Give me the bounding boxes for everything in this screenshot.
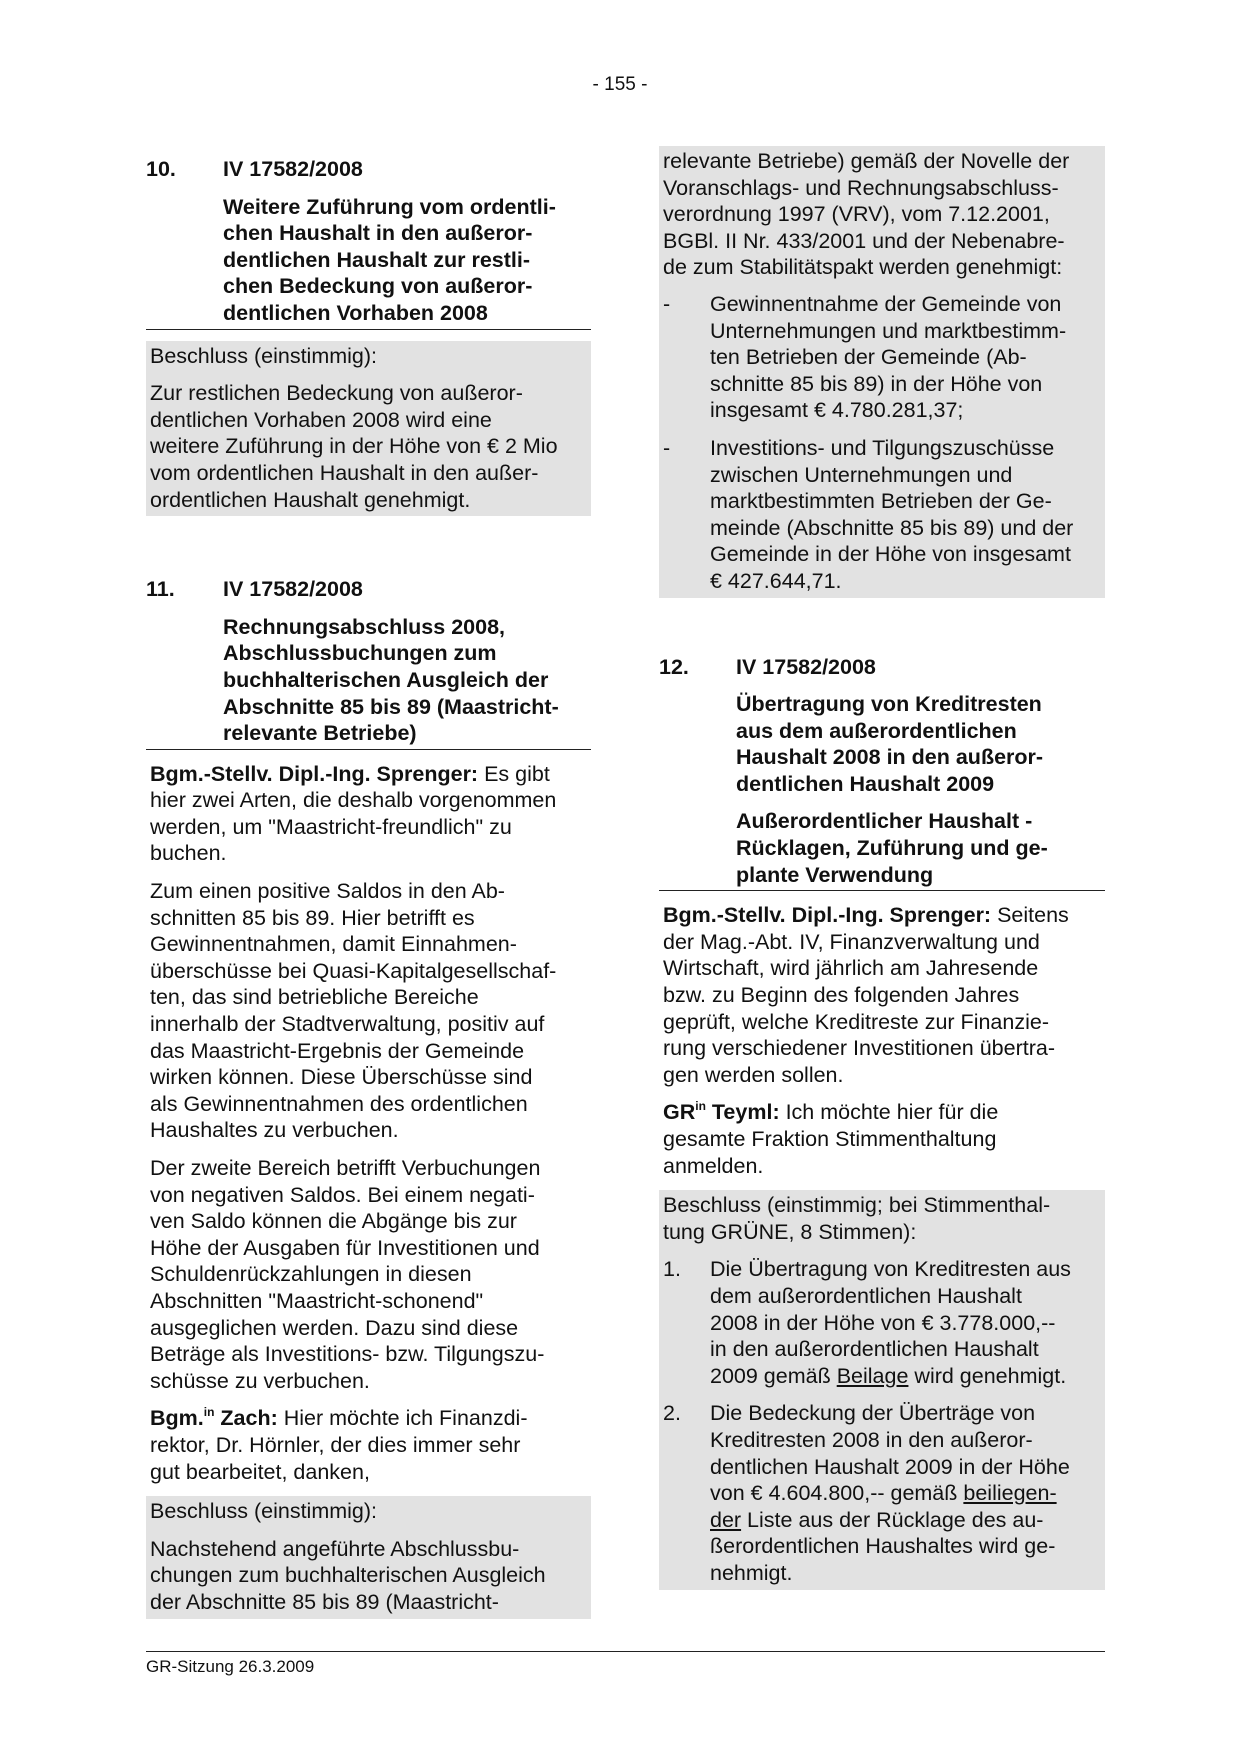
bullet-body — [710, 291, 1101, 424]
statement-first-line — [150, 761, 587, 788]
item-11-resolution-line: BGBl. II Nr. 433/2001 und der Nebenabre- — [663, 228, 1065, 253]
bullet-line: meinde (Abschnitte 85 bis 89) und der — [710, 515, 1074, 540]
point-text: Liste aus der Rücklage des au- — [741, 1507, 1044, 1532]
paragraph-positive-saldos — [146, 878, 591, 1144]
statement-text: Hier möchte ich Finanzdi- — [277, 1406, 528, 1431]
speaker-name: Bgm.-Stellv. Dipl.-Ing. Sprenger: — [150, 761, 479, 786]
paragraph-line: Beträge als Investitions- bzw. Tilgungszu- — [150, 1342, 545, 1367]
paragraph-line: von negativen Saldos. Bei einem negati- — [150, 1182, 535, 1207]
point-text: 2009 gemäß — [710, 1363, 837, 1388]
item-10-resolution — [146, 341, 591, 517]
statement-text: Seitens — [991, 903, 1069, 928]
item-12-title-line: dentlichen Haushalt 2009 — [736, 771, 995, 796]
paragraph-line: Gewinnentnahmen, damit Einnahmen- — [150, 932, 517, 957]
speaker-title: GR — [663, 1100, 696, 1125]
speaker-statement-teyml — [659, 1099, 1105, 1179]
statement-line: hier zwei Arten, die deshalb vorgenommen — [150, 788, 557, 813]
speaker-title-suffix: in — [695, 1099, 706, 1114]
paragraph-line: innerhalb der Stadtverwaltung, positiv auf — [150, 1012, 545, 1037]
item-12-title-line: Haushalt 2008 in den außeror- — [736, 745, 1044, 770]
item-12-heading — [659, 654, 1105, 681]
bullet-line: € 427.644,71. — [710, 568, 842, 593]
paragraph-line: schüsse zu verbuchen. — [150, 1368, 370, 1393]
paragraph-line: ten, das sind betriebliche Bereiche — [150, 985, 479, 1010]
bullet-line: Gemeinde in der Höhe von insgesamt — [710, 542, 1071, 567]
paragraph-line: Schuldenrückzahlungen in diesen — [150, 1262, 472, 1287]
item-11-resolution-line: verordnung 1997 (VRV), vom 7.12.2001, — [663, 202, 1050, 227]
item-12-title-line: aus dem außerordentlichen — [736, 718, 1017, 743]
item-11-title-line: Abschnitte 85 bis 89 (Maastricht- — [223, 694, 559, 719]
speaker-statement-sprenger-12 — [659, 902, 1105, 1088]
paragraph-line: ven Saldo können die Abgänge bis zur — [150, 1209, 517, 1234]
agenda-item-11 — [146, 576, 591, 1618]
paragraph-line: als Gewinnentnahmen des ordentlichen — [150, 1091, 528, 1116]
right-column — [659, 146, 1105, 1590]
item-11-resolution-line: Voranschlags- und Rechnungsabschluss- — [663, 175, 1059, 200]
speaker-title: Bgm. — [150, 1406, 204, 1431]
point-line: Die Bedeckung der Überträge von — [710, 1401, 1036, 1426]
item-10-resolution-line: ordentlichen Haushalt genehmigt. — [150, 487, 471, 512]
item-11-title-line: Abschlussbuchungen zum — [223, 641, 497, 666]
statement-line: rektor, Dr. Hörnler, der dies immer sehr — [150, 1432, 521, 1457]
page-number: - 155 - — [592, 74, 648, 95]
statement-line: rung verschiedener Investitionen übertra- — [663, 1036, 1055, 1061]
bullet-line: marktbestimmten Betrieben der Ge- — [710, 489, 1052, 514]
item-11-number: 11. — [146, 577, 175, 602]
item-10-title-line: Weitere Zuführung vom ordentli- — [223, 194, 556, 219]
item-12-resolution-label: tung GRÜNE, 8 Stimmen): — [663, 1219, 917, 1244]
item-11-resolution-line: chungen zum buchhalterischen Ausgleich — [150, 1563, 546, 1588]
point-text: wird genehmigt. — [908, 1363, 1067, 1388]
paragraph-line: Höhe der Ausgaben für Investitionen und — [150, 1235, 540, 1260]
statement-line: bzw. zu Beginn des folgenden Jahres — [663, 983, 1020, 1008]
item-10-title-line: chen Bedeckung von außeror- — [223, 274, 533, 299]
point-line: dem außerordentlichen Haushalt — [710, 1283, 1022, 1308]
point-line: ßerordentlichen Haushaltes wird ge- — [710, 1534, 1056, 1559]
speaker-surname: Teyml: — [705, 1100, 780, 1125]
paragraph-line: wirken können. Diese Überschüsse sind — [150, 1065, 533, 1090]
bullet-dash: - — [663, 291, 671, 316]
statement-line: buchen. — [150, 841, 227, 866]
bullet-line: Gewinnentnahme der Gemeinde von — [710, 291, 1062, 316]
item-10-title — [146, 194, 591, 330]
bullet-line: insgesamt € 4.780.281,37; — [710, 398, 964, 423]
beiliegender-liste-link[interactable]: der — [710, 1507, 742, 1532]
paragraph-line: ausgeglichen werden. Dazu sind diese — [150, 1315, 519, 1340]
beiliegender-liste-link[interactable]: beiliegen- — [963, 1481, 1057, 1506]
item-10-resolution-line: dentlichen Vorhaben 2008 wird eine — [150, 407, 492, 432]
item-11-resolution-label: Beschluss (einstimmig): — [150, 1499, 377, 1524]
point-line — [710, 1363, 1101, 1390]
point-body — [710, 1400, 1101, 1586]
item-11-resolution-line: Nachstehend angeführte Abschlussbu- — [150, 1536, 520, 1561]
item-11-heading — [146, 576, 591, 603]
point-body — [710, 1256, 1101, 1389]
item-11-title-line: relevante Betriebe) — [223, 721, 417, 746]
item-12-resolution — [659, 1190, 1105, 1589]
statement-line: gesamte Fraktion Stimmenthaltung — [663, 1127, 997, 1151]
paragraph-line: Zum einen positive Saldos in den Ab- — [150, 879, 505, 904]
point-line: in den außerordentlichen Haushalt — [710, 1337, 1039, 1362]
statement-line: der Mag.-Abt. IV, Finanzverwaltung und — [663, 929, 1040, 954]
agenda-item-10 — [146, 156, 591, 516]
item-10-title-line: dentlichen Haushalt zur restli- — [223, 247, 531, 272]
statement-line: anmelden. — [663, 1153, 764, 1178]
item-10-heading — [146, 156, 591, 183]
beilage-link[interactable]: Beilage — [836, 1363, 909, 1388]
speaker-statement-sprenger — [146, 761, 591, 867]
paragraph-line: Abschnitten "Maastricht-schonend" — [150, 1288, 484, 1313]
bullet-dash: - — [663, 435, 671, 460]
point-line: Kreditresten 2008 in den außeror- — [710, 1427, 1033, 1452]
item-11-resolution-line: de zum Stabilitätspakt werden genehmigt: — [663, 255, 1063, 280]
agenda-item-12 — [659, 654, 1105, 1590]
item-11-title-line: buchhalterischen Ausgleich der — [223, 667, 549, 692]
item-10-resolution-line: weitere Zuführung in der Höhe von € 2 Mio — [150, 434, 558, 459]
point-line: dentlichen Haushalt 2009 in der Höhe — [710, 1454, 1070, 1479]
paragraph-negative-saldos — [146, 1155, 591, 1394]
item-10-title-line: chen Haushalt in den außeror- — [223, 221, 533, 246]
point-line — [710, 1507, 1101, 1534]
statement-line: gut bearbeitet, danken, — [150, 1459, 370, 1484]
point-line: Die Übertragung von Kreditresten aus — [710, 1257, 1071, 1282]
paragraph-line: Der zweite Bereich betrifft Verbuchungen — [150, 1156, 541, 1180]
footer-text: GR-Sitzung 26.3.2009 — [146, 1657, 315, 1676]
item-10-number: 10. — [146, 157, 176, 181]
bullet-line: ten Betrieben der Gemeinde (Ab- — [710, 345, 1027, 370]
item-11-title — [146, 614, 591, 750]
speaker-statement-zach — [146, 1405, 591, 1485]
item-12-number: 12. — [659, 654, 689, 679]
paragraph-line: überschüsse bei Quasi-Kapitalgesellschaf- — [150, 958, 557, 983]
resolution-point-2 — [663, 1400, 1101, 1586]
speaker-name: Bgm.-Stellv. Dipl.-Ing. Sprenger: — [663, 903, 992, 928]
statement-first-line — [150, 1405, 587, 1432]
item-11-resolution-line: der Abschnitte 85 bis 89 (Maastricht- — [150, 1589, 499, 1614]
item-12-subtitle — [659, 808, 1105, 891]
item-12-title-line: Übertragung von Kreditresten — [736, 692, 1042, 717]
item-12-subtitle-line: Außerordentlicher Haushalt - — [736, 809, 1033, 834]
bullet-line: schnitte 85 bis 89) in der Höhe von — [710, 371, 1043, 396]
point-number: 1. — [663, 1257, 681, 1282]
point-number: 2. — [663, 1401, 681, 1426]
item-12-title — [659, 691, 1105, 797]
statement-line: Wirtschaft, wird jährlich am Jahresende — [663, 956, 1039, 981]
item-11-resolution-line: relevante Betriebe) gemäß der Novelle der — [663, 149, 1070, 173]
item-11-title-line: Rechnungsabschluss 2008, — [223, 614, 505, 639]
paragraph-line: das Maastricht-Ergebnis der Gemeinde — [150, 1038, 525, 1063]
statement-line: geprüft, welche Kreditreste zur Finanzie- — [663, 1009, 1049, 1034]
paragraph-line: schnitten 85 bis 89. Hier betrifft es — [150, 905, 475, 930]
item-10-resolution-line: vom ordentlichen Haushalt in den außer- — [150, 460, 539, 485]
speaker-surname: Zach: — [214, 1406, 278, 1431]
point-line — [710, 1480, 1101, 1507]
bullet-line: Investitions- und Tilgungszuschüsse — [710, 435, 1055, 460]
bullet-line: Unternehmungen und marktbestimm- — [710, 318, 1067, 343]
resolution-point-1 — [663, 1256, 1101, 1389]
statement-line: werden, um "Maastricht-freundlich" zu — [150, 814, 512, 839]
item-12-subtitle-line: plante Verwendung — [736, 862, 934, 887]
item-11-resolution — [146, 1496, 591, 1618]
statement-first-line — [663, 902, 1101, 929]
point-line: nehmigt. — [710, 1560, 793, 1585]
bullet-body — [710, 435, 1101, 595]
item-10-ref: IV 17582/2008 — [223, 157, 363, 181]
speaker-name — [150, 1406, 278, 1430]
point-line: 2008 in der Höhe von € 3.778.000,-- — [710, 1310, 1056, 1335]
statement-text: Es gibt — [478, 761, 550, 786]
item-11-ref: IV 17582/2008 — [223, 577, 363, 602]
footer-rule — [146, 1651, 1105, 1652]
point-text: von € 4.604.800,-- gemäß — [710, 1481, 964, 1506]
bullet-line: zwischen Unternehmungen und — [710, 462, 1013, 487]
resolution-bullet — [663, 291, 1101, 424]
item-12-ref: IV 17582/2008 — [736, 654, 876, 679]
paragraph-line: Haushaltes zu verbuchen. — [150, 1118, 399, 1143]
item-10-resolution-line: Zur restlichen Bedeckung von außeror- — [150, 381, 523, 406]
item-10-resolution-label: Beschluss (einstimmig): — [150, 343, 377, 368]
left-column — [146, 156, 591, 1619]
statement-first-line — [663, 1099, 1101, 1126]
statement-line: gen werden sollen. — [663, 1062, 844, 1087]
resolution-bullet — [663, 435, 1101, 595]
speaker-name — [663, 1100, 780, 1124]
item-12-subtitle-line: Rücklagen, Zuführung und ge- — [736, 836, 1048, 861]
item-10-title-line: dentlichen Vorhaben 2008 — [223, 300, 488, 325]
item-12-resolution-label: Beschluss (einstimmig; bei Stimmenthal- — [663, 1193, 1051, 1218]
speaker-title-suffix: in — [203, 1405, 215, 1420]
item-11-resolution-continued — [659, 146, 1105, 598]
statement-text: Ich möchte hier für die — [779, 1100, 999, 1125]
